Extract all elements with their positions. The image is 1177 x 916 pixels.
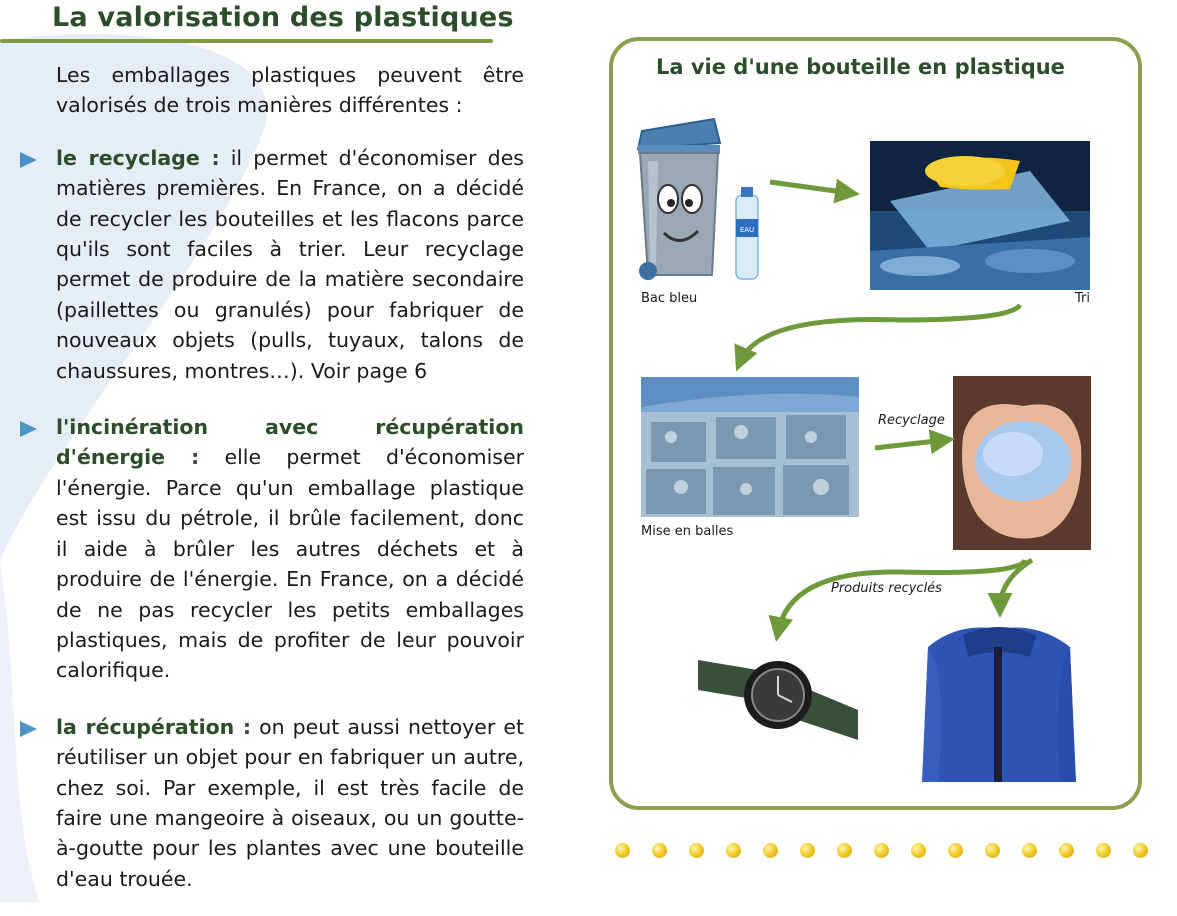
bullet-arrow-icon [20,421,37,437]
caption-recyclage: Recyclage [878,413,945,428]
bullet-text: on peut aussi nettoyer et réutiliser un objet pour en fabriquer un autre, chez soi. Par exemple, il est très facile de faire une mangeoire à oiseaux, ou un goutte-à-goutte pour les plantes avec une bouteille d'eau trouée. [56,714,524,891]
intro-paragraph: Les emballages plastiques peuvent être valorisés de trois manières différentes : [56,63,524,118]
dot-icon [985,843,1000,858]
caption-mise-en-balles: Mise en balles [641,524,734,539]
caption-tri: Tri [1075,291,1090,306]
dot-icon [652,843,667,858]
dot-icon [1096,843,1111,858]
blue-bin-illustration [628,115,768,287]
bullet-term: l'incinération avec récupération d'énergie : [56,415,524,470]
dot-icon [837,843,852,858]
title-underline [0,39,493,43]
bullet-text: il permet d'économiser des matières premières. En France, on a décidé de recycler les bouteilles et les flacons parce qu'ils sont faciles à trier. Leur recyclage permet de produire de la matière secondaire (paillettes ou granulés) pour fabriquer de nouveaux objets (pulls, tuyaux, talons de chaussures, montres…). Voir page 6 [56,145,524,383]
bullet-recuperation [56,712,524,894]
dot-icon [874,843,889,858]
bullet-arrow-icon [20,721,37,737]
sorting-photo [870,141,1090,290]
bottle-label: EAU [739,226,755,234]
dot-icon [1022,843,1037,858]
panel-title: La vie d'une bouteille en plastique [656,55,1065,79]
dot-icon [615,843,630,858]
caption-produits-recycles: Produits recyclés [831,581,942,596]
article-body [0,60,560,916]
dot-icon [689,843,704,858]
page-title: La valorisation des plastiques [52,2,514,33]
bullet-term: le recyclage : [56,145,220,170]
bullet-arrow-icon [20,152,37,168]
bullet-recyclage [56,143,524,386]
decorative-dots [610,843,1155,863]
dot-icon [1133,843,1148,858]
bullet-text: elle permet d'économiser l'énergie. Parce qu'un emballage plastique est issu du pétrole, il brûle facilement, donc il aide à brûler les autres déchets et à produire de l'énergie. En France, on a décidé de ne pas recycler les petits emballages plastiques, mais de profiter de leur pouvoir calorifique. [56,445,524,683]
recycled-flakes-photo [953,376,1091,550]
dot-icon [763,843,778,858]
dot-icon [726,843,741,858]
bales-photo [641,377,859,517]
fleece-photo [918,617,1080,789]
caption-bac-bleu: Bac bleu [641,291,698,306]
bullet-term: la récupération : [56,714,252,739]
bullet-incineration [56,412,524,686]
dot-icon [800,843,815,858]
dot-icon [911,843,926,858]
dot-icon [1059,843,1074,858]
dot-icon [948,843,963,858]
watch-photo [698,640,858,740]
